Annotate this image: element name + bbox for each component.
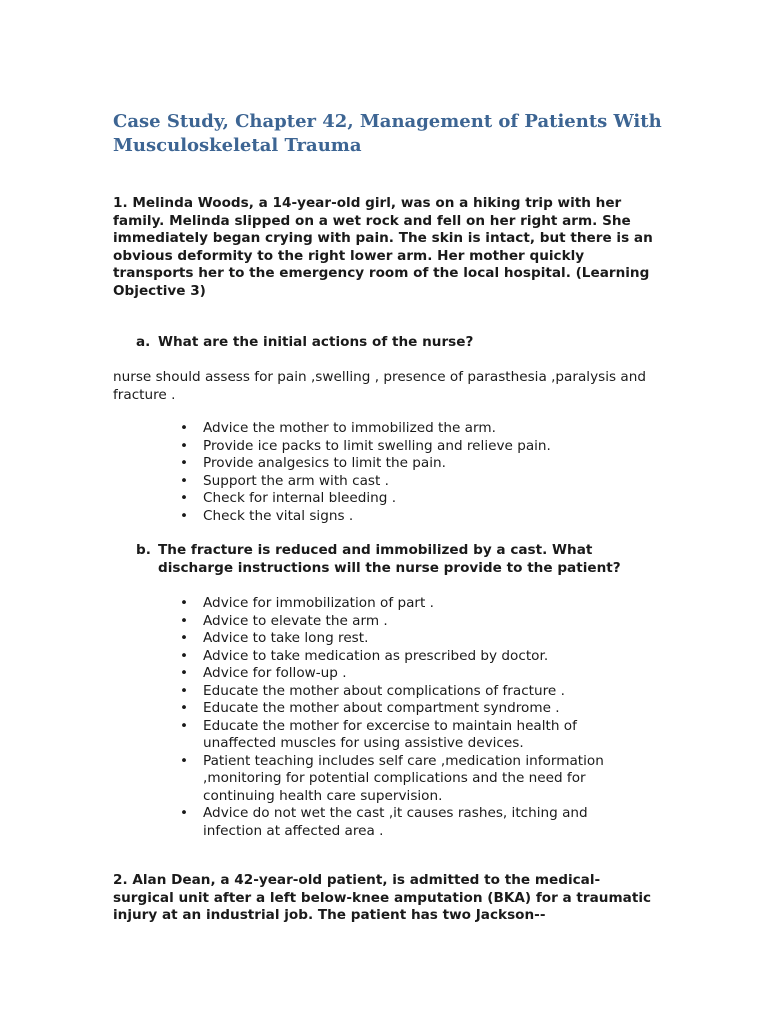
list-item: • Advice for immobilization of part . (180, 595, 620, 613)
question-1a-text: What are the initial actions of the nurse? (158, 334, 474, 350)
list-item: • Advice to elevate the arm . (180, 613, 620, 631)
answer-1b-list (180, 595, 620, 840)
answer-1a-list (180, 420, 620, 525)
question-1b-letter: b. (136, 542, 151, 558)
list-item: • Advice for follow-up . (180, 665, 620, 683)
list-item: • Check the vital signs . (180, 508, 620, 526)
question-1: 1. Melinda Woods, a 14-year-old girl, was on a hiking trip with her family. Melinda slipped on a wet rock and fell on her right arm. She immediately began crying with pain. The skin is intact, but there is an obvious deformity to the right lower arm. Her mother quickly transports her to the emergency room of the local hospital. (Learning Objective 3) (113, 195, 653, 299)
list-item: • Patient teaching includes self care ,medication information ,monitoring for potential complications and the need for continuing health care supervision. (180, 753, 620, 806)
list-item: • Provide ice packs to limit swelling and relieve pain. (180, 438, 620, 456)
list-item: • Advice to take medication as prescribed by doctor. (180, 648, 620, 666)
document-title: Case Study, Chapter 42, Management of Patients With Musculoskeletal Trauma (113, 111, 662, 156)
list-item: • Advice the mother to immobilized the arm. (180, 420, 620, 438)
question-1a (136, 334, 656, 352)
list-item: • Support the arm with cast . (180, 473, 620, 491)
list-item: • Advice do not wet the cast ,it causes rashes, itching and infection at affected area . (180, 805, 620, 840)
answer-1a-intro: nurse should assess for pain ,swelling , presence of parasthesia ,paralysis and fracture . (113, 369, 646, 403)
question-1b (136, 542, 656, 577)
question-1a-letter: a. (136, 334, 151, 350)
list-item: • Check for internal bleeding . (180, 490, 620, 508)
list-item: • Advice to take long rest. (180, 630, 620, 648)
list-item: • Provide analgesics to limit the pain. (180, 455, 620, 473)
question-1b-text: The fracture is reduced and immobilized by a cast. What discharge instructions will the nurse provide to the patient? (158, 542, 621, 576)
question-2: 2. Alan Dean, a 42-year-old patient, is admitted to the medical-surgical unit after a left below-knee amputation (BKA) for a traumatic injury at an industrial job. The patient has two Jackson-- (113, 872, 652, 923)
list-item: • Educate the mother about complications of fracture . (180, 683, 620, 701)
list-item: • Educate the mother about compartment syndrome . (180, 700, 620, 718)
list-item: • Educate the mother for excercise to maintain health of unaffected muscles for using assistive devices. (180, 718, 620, 753)
